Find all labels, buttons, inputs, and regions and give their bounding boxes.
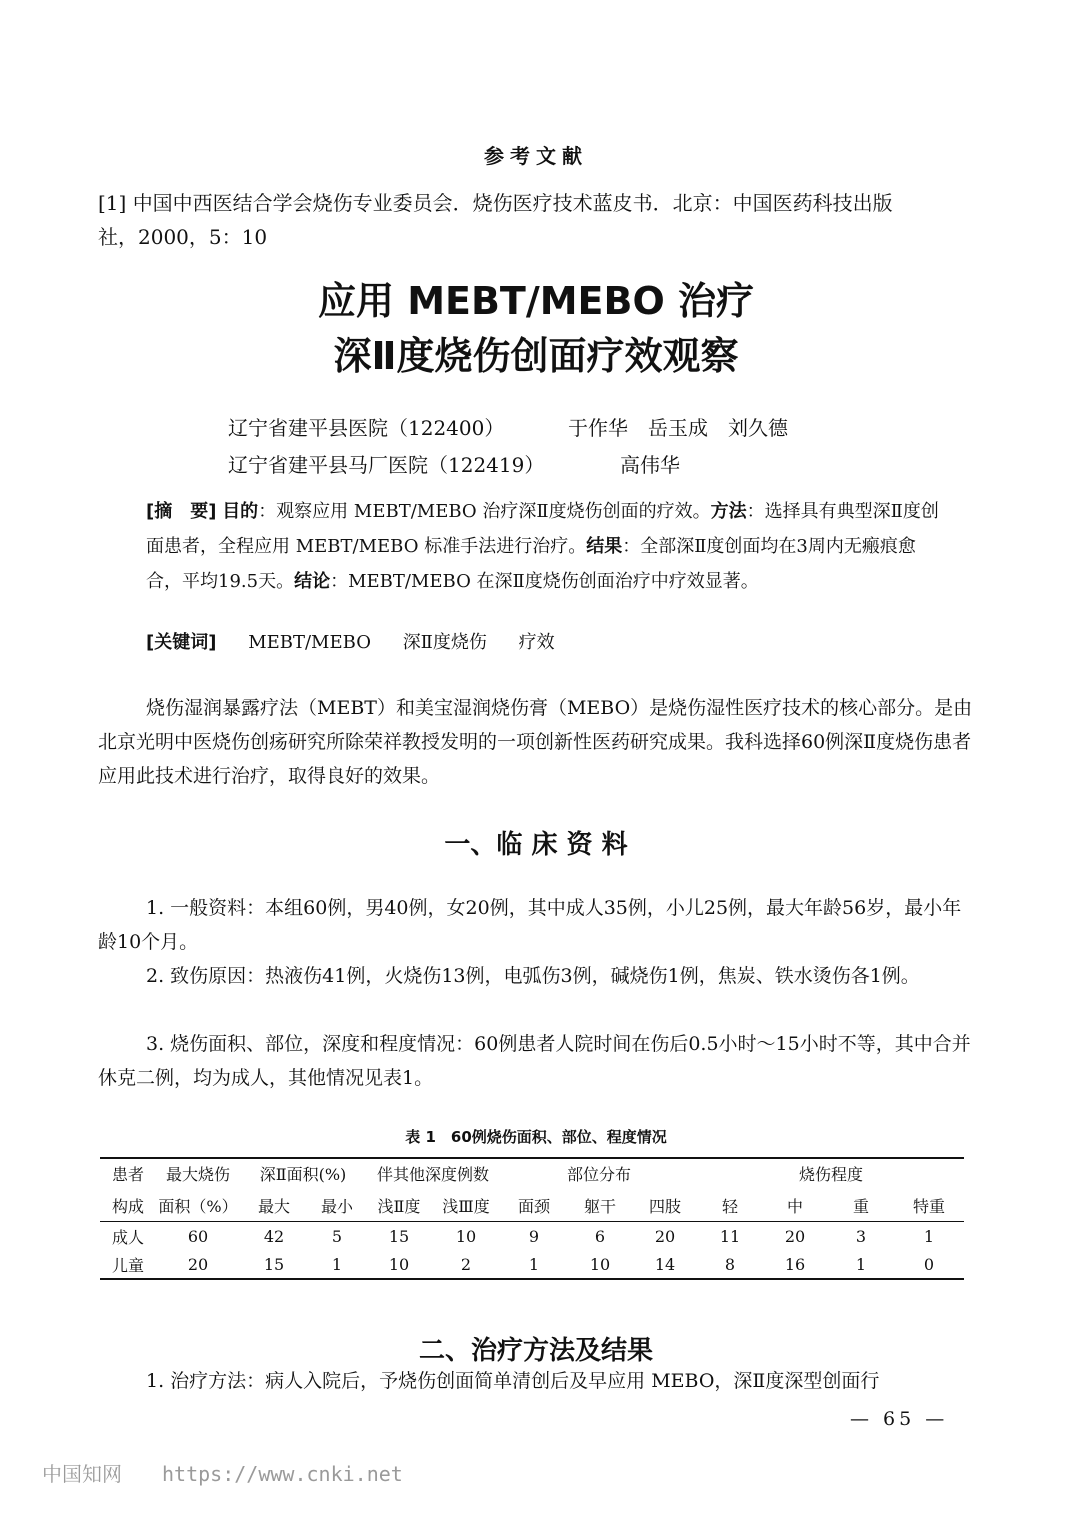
table-caption: 表 1 60例烧伤面积、部位、程度情况 bbox=[405, 1128, 667, 1146]
table-cell: 1 bbox=[828, 1250, 894, 1279]
affiliation-org: 辽宁省建平县马厂医院（122419） bbox=[228, 453, 545, 477]
table-header-cell: 最小 bbox=[308, 1189, 366, 1222]
footer-url: https://www.cnki.net bbox=[162, 1462, 403, 1486]
table-cell: 2 bbox=[432, 1250, 500, 1279]
burn-table bbox=[100, 1157, 964, 1280]
table-header-cell: 四肢 bbox=[632, 1189, 698, 1222]
section-2-paragraph-1: 1. 治疗方法：病人入院后，予烧伤创面简单清创后及早应用 MEBO，深Ⅱ度深型创面行 bbox=[146, 1370, 880, 1392]
table-row bbox=[100, 1222, 964, 1251]
table-cell: 20 bbox=[654, 1226, 676, 1246]
footer-watermark bbox=[42, 1458, 403, 1487]
table-cell: 42 bbox=[263, 1226, 285, 1246]
table-cell: 15 bbox=[388, 1226, 410, 1246]
table-header-cell: 轻 bbox=[698, 1189, 762, 1222]
keywords bbox=[146, 628, 555, 654]
footer-brand: 中国知网 bbox=[42, 1462, 122, 1486]
table-header-cell: 伴其他深度例数 bbox=[376, 1164, 489, 1184]
table-cell: 10 bbox=[455, 1226, 477, 1246]
reference-item-1-line2: 社，2000，5：10 bbox=[98, 225, 268, 249]
page-number: — 65 — bbox=[850, 1408, 949, 1430]
table-cell: 60 bbox=[187, 1226, 209, 1246]
table-cell: 1 bbox=[500, 1250, 568, 1279]
affiliation-2 bbox=[228, 449, 680, 478]
table-header-cell: 构成 bbox=[100, 1189, 156, 1222]
article-title-line1: 应用 MEBT/MEBO 治疗 bbox=[317, 279, 755, 323]
table-cell: 20 bbox=[156, 1250, 240, 1279]
keyword: MEBT/MEBO bbox=[248, 632, 371, 653]
table-header-cell: 最大烧伤 bbox=[165, 1164, 230, 1184]
table-cell: 1 bbox=[308, 1250, 366, 1279]
table-row bbox=[100, 1250, 964, 1279]
table-cell: 9 bbox=[528, 1226, 540, 1246]
objective-text: ：观察应用 MEBT/MEBO 治疗深Ⅱ度烧伤创面的疗效。 bbox=[258, 501, 711, 522]
reference-item-1-line1: [1] 中国中西医结合学会烧伤专业委员会．烧伤医疗技术蓝皮书．北京：中国医药科技出版 bbox=[98, 191, 893, 215]
table-header-row bbox=[100, 1189, 964, 1222]
table-cell: 16 bbox=[762, 1250, 828, 1279]
affiliation-org: 辽宁省建平县医院（122400） bbox=[228, 416, 505, 440]
table-cell: 3 bbox=[855, 1226, 867, 1246]
table-header-cell: 躯干 bbox=[568, 1189, 632, 1222]
table-cell: 10 bbox=[568, 1250, 632, 1279]
result-text: ：全部深Ⅱ度创面均在3周内无瘢痕愈合，平均19.5天。 bbox=[146, 536, 916, 592]
section-1-paragraph-2: 2. 致伤原因：热液伤41例，火烧伤13例，电弧伤3例，碱烧伤1例，焦炭、铁水烫伤各1例。 bbox=[146, 965, 920, 987]
table-header-cell: 面积（%） bbox=[156, 1189, 240, 1222]
reference-item-1 bbox=[98, 186, 978, 254]
table-header-cell: 烧伤程度 bbox=[798, 1164, 863, 1184]
section-2-heading: 二、治疗方法及结果 bbox=[418, 1336, 653, 1366]
table-header-cell: 浅Ⅱ度 bbox=[366, 1189, 432, 1222]
section-1-heading: 一、临 床 资 料 bbox=[444, 830, 628, 860]
affiliation-1 bbox=[228, 412, 788, 441]
article-title-line2: 深Ⅱ度烧伤创面疗效观察 bbox=[333, 334, 739, 378]
table-cell: 15 bbox=[240, 1250, 308, 1279]
intro-paragraph: 烧伤湿润暴露疗法（MEBT）和美宝湿润烧伤膏（MEBO）是烧伤湿性医疗技术的核心部分。是由北京光明中医烧伤创疡研究所除荣祥教授发明的一项创新性医药研究成果。我科选择60例深Ⅱ度烧伤患者应用此技术进行治疗，取得良好的效果。 bbox=[98, 697, 973, 787]
table-header-row bbox=[100, 1157, 964, 1189]
table-cell: 5 bbox=[331, 1226, 343, 1246]
table-cell: 10 bbox=[366, 1250, 432, 1279]
references-heading: 参考文献 bbox=[484, 144, 588, 168]
table-header-cell: 深Ⅱ面积(%) bbox=[259, 1164, 347, 1184]
abstract bbox=[146, 494, 946, 599]
table-cell: 儿童 bbox=[100, 1250, 156, 1279]
abstract-label: [摘 要] bbox=[146, 501, 217, 522]
section-1-paragraph-1: 1. 一般资料：本组60例，男40例，女20例，其中成人35例，小儿25例，最大年龄56岁，最小年龄10个月。 bbox=[98, 897, 962, 953]
keyword: 疗效 bbox=[518, 632, 555, 653]
method-text: ：选择具有典型深Ⅱ度创面患者，全程应用 MEBT/MEBO 标准手法进行治疗。 bbox=[146, 501, 939, 557]
table-cell: 成人 bbox=[111, 1227, 144, 1247]
keyword: 深Ⅱ度烧伤 bbox=[402, 632, 487, 653]
table-header-cell: 面颈 bbox=[500, 1189, 568, 1222]
result-label: 结果 bbox=[586, 536, 623, 557]
table-cell: 11 bbox=[719, 1226, 741, 1246]
table-cell: 14 bbox=[632, 1250, 698, 1279]
objective-label: 目的 bbox=[222, 501, 259, 522]
section-1-paragraph-3: 3. 烧伤面积、部位，深度和程度情况：60例患者人院时间在伤后0.5小时～15小时不等，其中合并休克二例，均为成人，其他情况见表1。 bbox=[98, 1033, 971, 1089]
table-header-cell: 浅Ⅲ度 bbox=[432, 1189, 500, 1222]
affiliation-authors: 高伟华 bbox=[620, 453, 680, 477]
table-header-cell: 特重 bbox=[894, 1189, 964, 1222]
table-cell: 8 bbox=[698, 1250, 762, 1279]
table-header-cell: 患者 bbox=[111, 1164, 144, 1184]
table-cell: 1 bbox=[923, 1226, 935, 1246]
table-header-cell: 重 bbox=[828, 1189, 894, 1222]
conclusion-label: 结论 bbox=[294, 571, 331, 592]
method-label: 方法 bbox=[710, 501, 747, 522]
table-header-cell: 中 bbox=[762, 1189, 828, 1222]
conclusion-text: ：MEBT/MEBO 在深Ⅱ度烧伤创面治疗中疗效显著。 bbox=[330, 571, 759, 592]
keywords-label: [关键词] bbox=[146, 632, 217, 653]
table-header-cell: 部位分布 bbox=[566, 1164, 631, 1184]
table-header-cell: 最大 bbox=[240, 1189, 308, 1222]
table-cell: 6 bbox=[594, 1226, 606, 1246]
table-cell: 0 bbox=[894, 1250, 964, 1279]
table-cell: 20 bbox=[784, 1226, 806, 1246]
affiliation-authors: 于作华 岳玉成 刘久德 bbox=[568, 416, 788, 440]
